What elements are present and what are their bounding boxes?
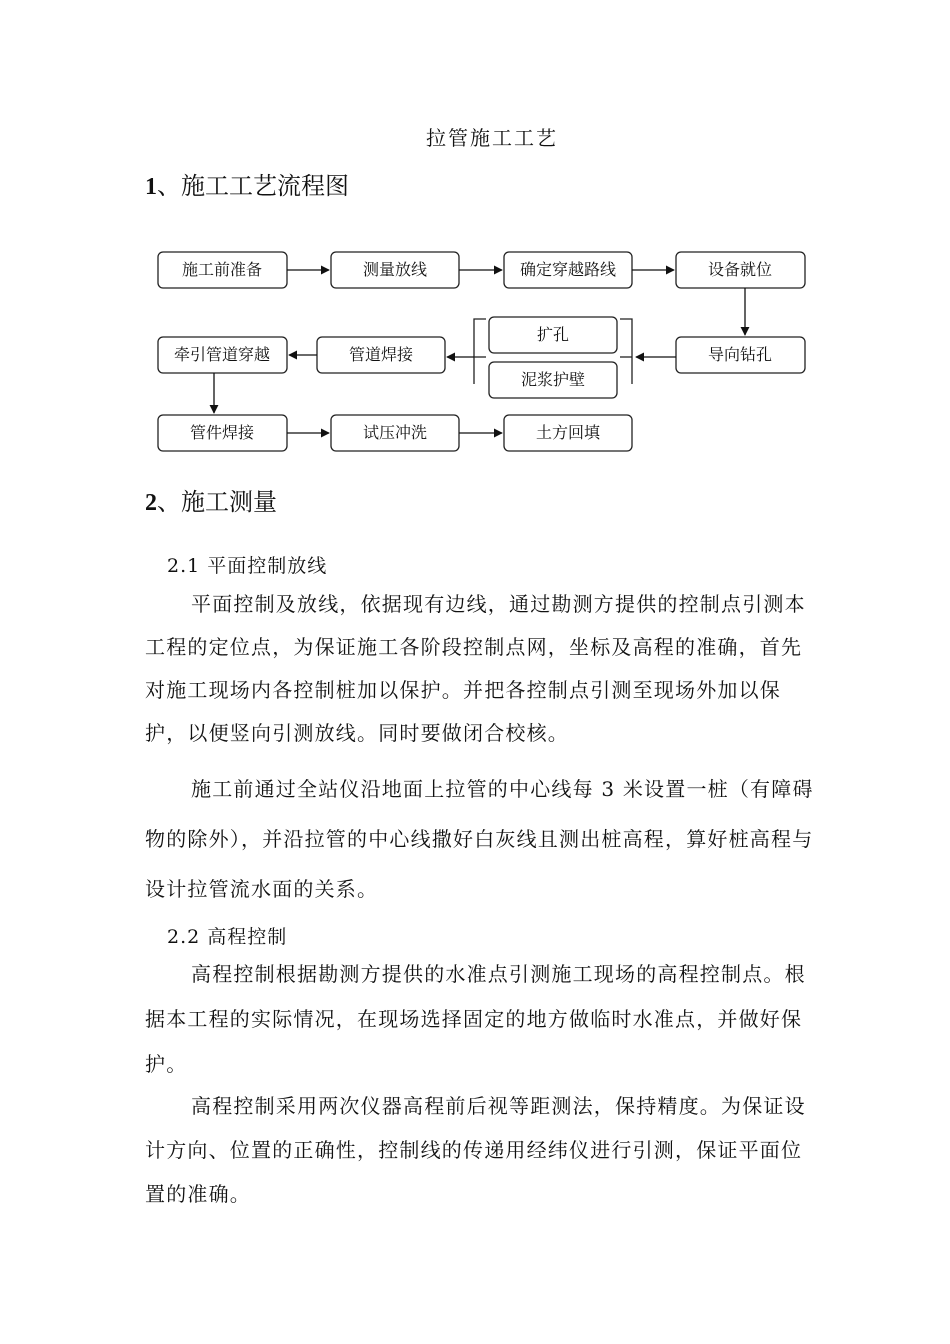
paragraph-2-2-a: 高程控制根据勘测方提供的水准点引测施工现场的高程控制点。根据本工程的实际情况，在现场选择固定的地方做临时水准点，并做好保护。 (145, 962, 806, 1076)
paragraph-2-2-b: 高程控制采用两次仪器高程前后视等距测法，保持精度。为保证设计方向、位置的正确性，控制线的传递用经纬仪进行引测，保证平面位置的准确。 (145, 1094, 806, 1206)
label-test: 试压冲洗 (362, 423, 428, 442)
label-drill: 导向钻孔 (707, 345, 773, 364)
label-survey: 测量放线 (362, 260, 428, 279)
subsection-2-2-title: 2.2 高程控制 (167, 926, 288, 948)
document-title: 拉管施工工艺 (426, 126, 558, 150)
label-backfill: 土方回填 (535, 423, 601, 442)
label-weld: 管道焊接 (348, 345, 414, 364)
section-1-heading (145, 166, 349, 201)
section-1-title: 施工工艺流程图 (181, 172, 349, 200)
label-pull: 牵引管道穿越 (173, 345, 271, 364)
label-equip: 设备就位 (707, 260, 773, 279)
process-flowchart (140, 240, 820, 460)
label-mud: 泥浆护壁 (520, 370, 586, 389)
section-2-number: 2 (145, 490, 157, 516)
label-route: 确定穿越路线 (519, 260, 617, 279)
section-1-separator: 、 (157, 172, 181, 200)
label-ream: 扩孔 (536, 325, 570, 344)
label-prep: 施工前准备 (181, 260, 263, 279)
section-2-heading (145, 482, 277, 517)
bracket-left-outer (474, 319, 486, 384)
label-fitting: 管件焊接 (189, 423, 255, 442)
paragraph-2-1-a: 平面控制及放线，依据现有边线，通过勘测方提供的控制点引测本工程的定位点，为保证施工各阶段控制点网，坐标及高程的准确，首先对施工现场内各控制桩加以保护。并把各控制点引测至现场外加以保护，以便竖向引测放线。同时要做闭合校核。 (145, 592, 806, 745)
section-1-number: 1 (145, 174, 157, 200)
subsection-2-1-title: 2.1 平面控制放线 (167, 555, 328, 577)
section-2-title: 施工测量 (181, 488, 277, 516)
section-2-separator: 、 (157, 488, 181, 516)
bracket-right-outer (620, 319, 632, 384)
paragraph-2-1-b: 施工前通过全站仪沿地面上拉管的中心线每 3 米设置一桩（有障碍物的除外），并沿拉管的中心线撒好白灰线且测出桩高程，算好桩高程与设计拉管流水面的关系。 (145, 777, 814, 901)
